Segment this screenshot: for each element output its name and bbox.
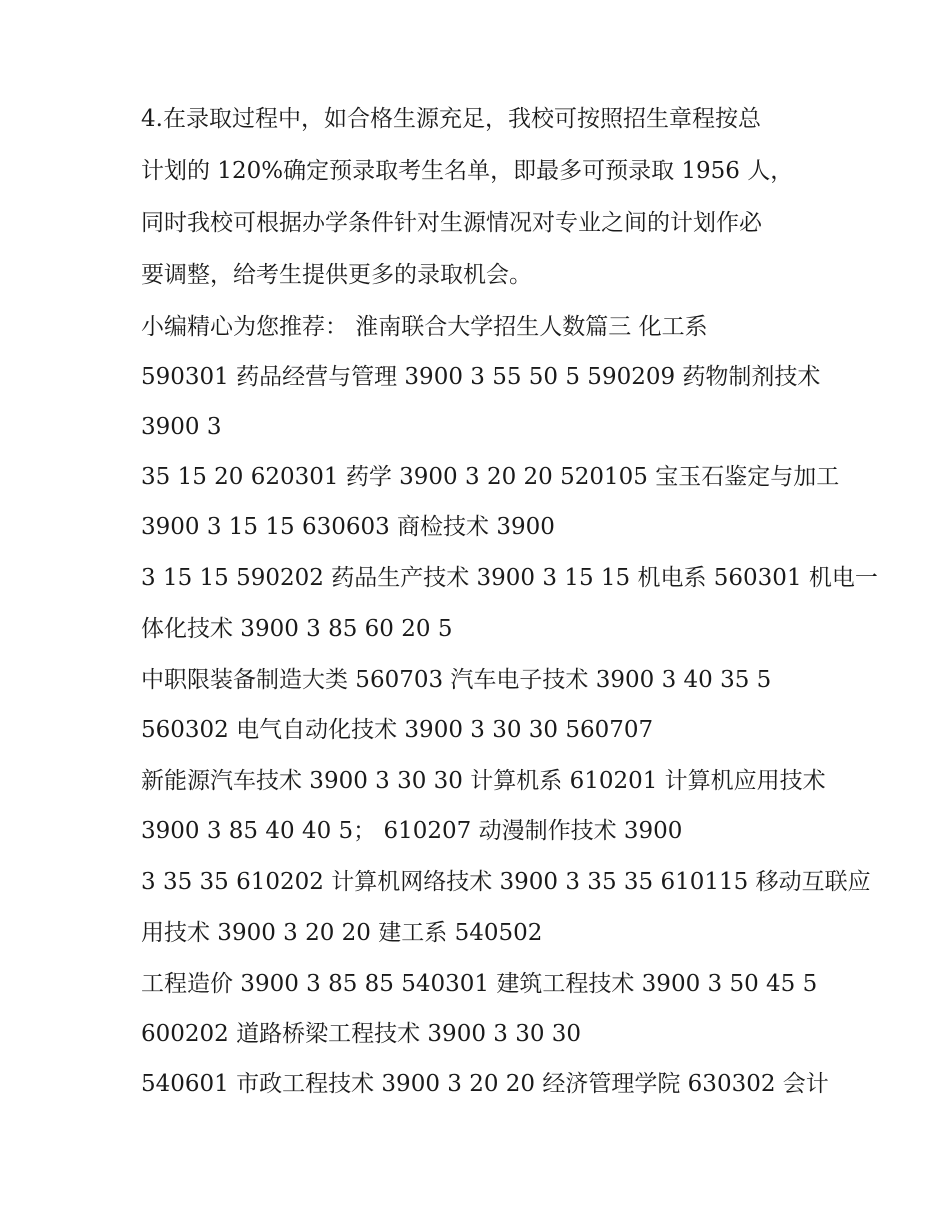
text-line: 540601 市政工程技术 3900 3 20 20 经济管理学院 630302 会计	[141, 1071, 829, 1097]
text-line: 小编精心为您推荐： 淮南联合大学招生人数篇三 化工系	[141, 314, 708, 340]
text-line: 3900 3	[141, 414, 222, 440]
text-line: 同时我校可根据办学条件针对生源情况对专业之间的计划作必	[141, 210, 762, 236]
text-line: 工程造价 3900 3 85 85 540301 建筑工程技术 3900 3 50 45 5	[141, 971, 818, 997]
text-line: 新能源汽车技术 3900 3 30 30 计算机系 610201 计算机应用技术	[141, 768, 826, 794]
text-line: 3900 3 15 15 630603 商检技术 3900	[141, 514, 555, 540]
text-line: 4.在录取过程中，如合格生源充足，我校可按照招生章程按总	[141, 106, 761, 132]
text-line: 中职限装备制造大类 560703 汽车电子技术 3900 3 40 35 5	[141, 667, 772, 693]
text-line: 要调整，给考生提供更多的录取机会。	[141, 262, 532, 288]
text-line: 3 35 35 610202 计算机网络技术 3900 3 35 35 610115 移动互联应	[141, 869, 871, 895]
text-line: 35 15 20 620301 药学 3900 3 20 20 520105 宝玉石鉴定与加工	[141, 464, 840, 490]
text-line: 3900 3 85 40 40 5； 610207 动漫制作技术 3900	[141, 818, 683, 844]
text-line: 3 15 15 590202 药品生产技术 3900 3 15 15 机电系 560301 机电一	[141, 565, 878, 591]
text-line: 用技术 3900 3 20 20 建工系 540502	[141, 920, 543, 946]
text-line: 560302 电气自动化技术 3900 3 30 30 560707	[141, 717, 654, 743]
text-line: 600202 道路桥梁工程技术 3900 3 30 30	[141, 1021, 582, 1047]
text-line: 计划的 120%确定预录取考生名单，即最多可预录取 1956 人，	[141, 158, 794, 184]
text-line: 590301 药品经营与管理 3900 3 55 50 5 590209 药物制剂技术	[141, 364, 821, 390]
text-line: 体化技术 3900 3 85 60 20 5	[141, 616, 453, 642]
